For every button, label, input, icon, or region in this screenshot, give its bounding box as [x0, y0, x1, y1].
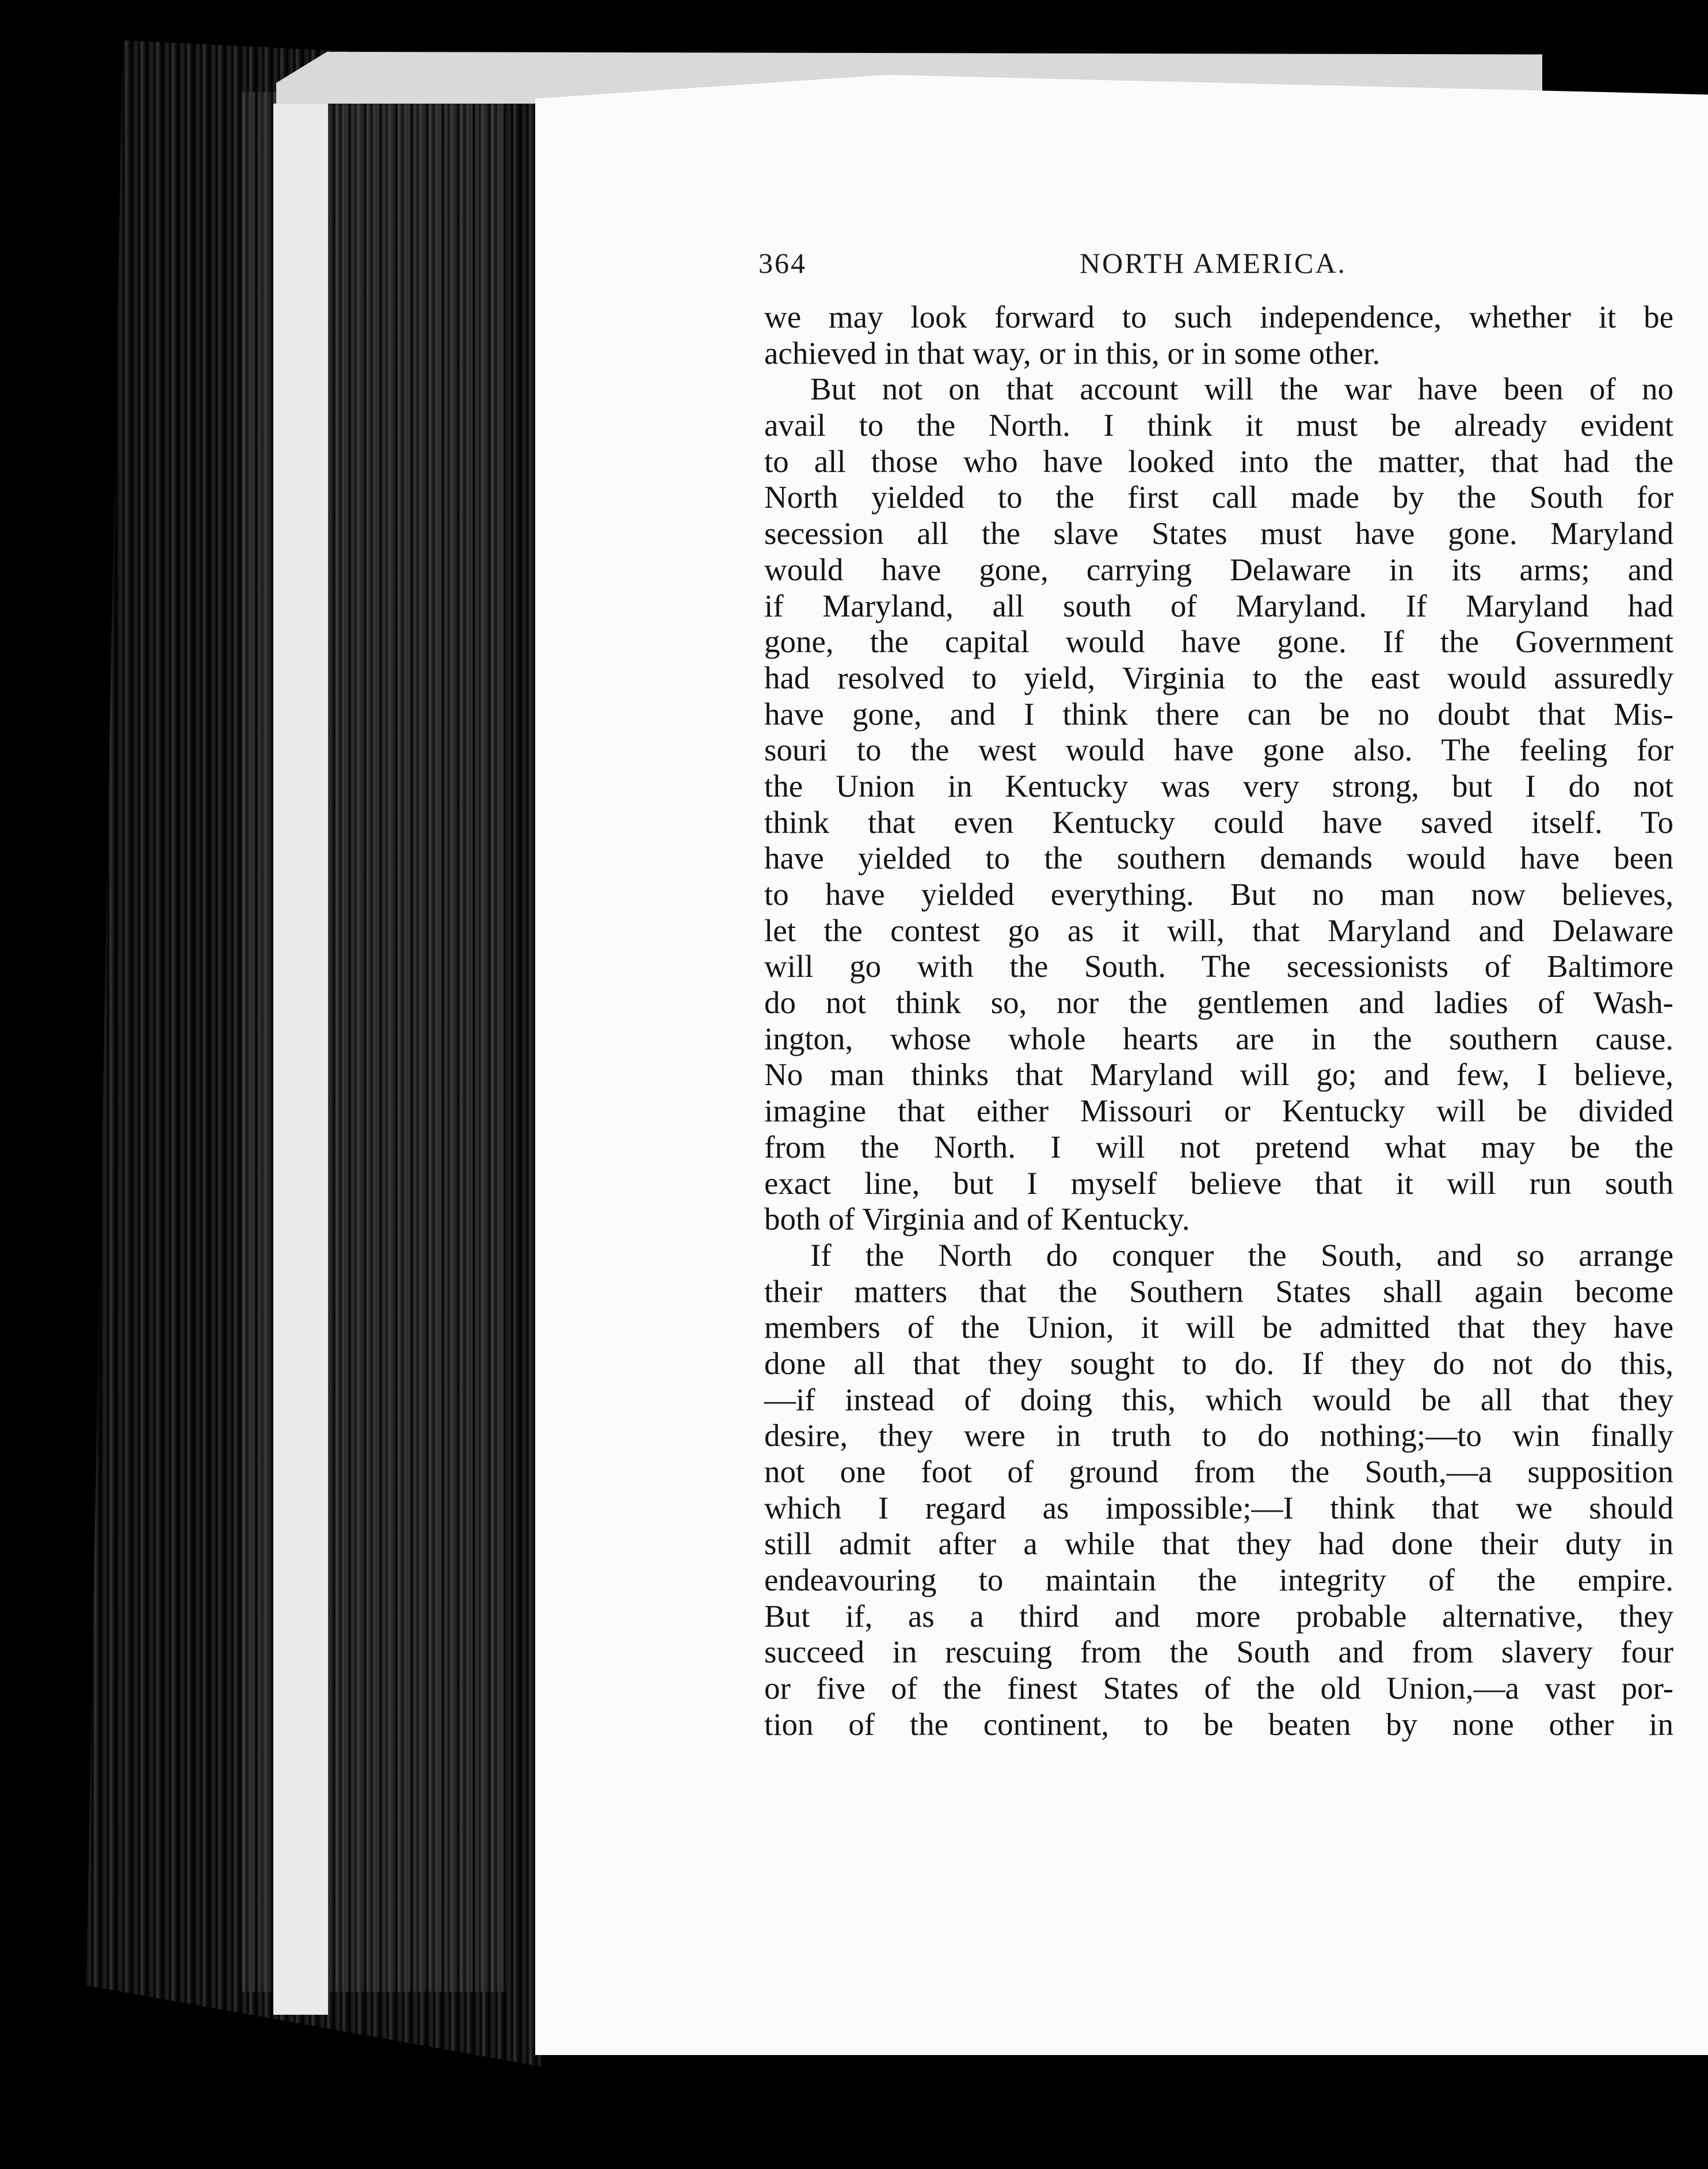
- text-line: But not on that account will the war have been of no: [810, 371, 1673, 407]
- text-line: avail to the North. I think it must be already evident: [764, 408, 1673, 443]
- text-line: think that even Kentucky could have saved itself. To: [764, 804, 1673, 840]
- text-line: let the contest go as it will, that Maryland and Delaware: [764, 912, 1673, 948]
- text-line: to have yielded everything. But no man now believes,: [764, 877, 1673, 912]
- text-line: or five of the finest States of the old Union,—a vast por-: [764, 1670, 1673, 1706]
- text-line: succeed in rescuing from the South and from slavery four: [764, 1634, 1673, 1670]
- text-line: if Maryland, all south of Maryland. If Maryland had: [764, 588, 1673, 623]
- page-title: NORTH AMERICA.: [1079, 247, 1347, 279]
- text-line: endeavouring to maintain the integrity of the empire.: [764, 1562, 1673, 1598]
- text-line: have gone, and I think there can be no doubt that Mis-: [764, 696, 1673, 732]
- text-line: from the North. I will not pretend what may be the: [764, 1129, 1673, 1165]
- text-line: done all that they sought to do. If they do not do this,: [764, 1345, 1673, 1381]
- text-line: both of Virginia and of Kentucky.: [764, 1201, 1190, 1237]
- text-line: secession all the slave States must have gone. Maryland: [764, 516, 1673, 551]
- text-line: imagine that either Missouri or Kentucky will be divided: [764, 1093, 1673, 1129]
- text-line: achieved in that way, or in this, or in some other.: [764, 335, 1381, 371]
- text-line: their matters that the Southern States shall again become: [764, 1273, 1673, 1309]
- page-stack-side: [273, 104, 328, 2015]
- text-line: had resolved to yield, Virginia to the east would assuredly: [764, 660, 1673, 695]
- text-line: not one foot of ground from the South,—a supposition: [764, 1454, 1673, 1489]
- text-line: the Union in Kentucky was very strong, but I do not: [764, 768, 1673, 804]
- text-line: ington, whose whole hearts are in the southern cause.: [764, 1021, 1673, 1056]
- text-line: have yielded to the southern demands would have been: [764, 840, 1673, 876]
- text-line: desire, they were in truth to do nothing;—to win finally: [764, 1418, 1673, 1453]
- text-line: which I regard as impossible;—I think that we should: [764, 1490, 1673, 1525]
- text-line: gone, the capital would have gone. If the Government: [764, 624, 1673, 660]
- running-head: [758, 246, 1668, 281]
- text-line: we may look forward to such independence, whether it be: [764, 299, 1673, 334]
- text-line: exact line, but I myself believe that it will run south: [764, 1165, 1673, 1201]
- text-line: to all those who have looked into the matter, that had the: [764, 443, 1673, 479]
- text-line: If the North do conquer the South, and so arrange: [810, 1237, 1673, 1273]
- page-number: 364: [758, 247, 807, 279]
- text-line: will go with the South. The secessionists of Baltimore: [764, 949, 1673, 984]
- page-body-text: [764, 299, 1673, 1743]
- text-line: do not think so, nor the gentlemen and ladies of Wash-: [764, 985, 1673, 1021]
- text-line: tion of the continent, to be beaten by none other in: [764, 1706, 1673, 1742]
- text-line: No man thinks that Maryland will go; and few, I believe,: [764, 1057, 1673, 1093]
- text-line: But if, as a third and more probable alternative, they: [764, 1598, 1673, 1634]
- text-line: souri to the west would have gone also. The feeling for: [764, 732, 1673, 768]
- text-line: would have gone, carrying Delaware in its arms; and: [764, 551, 1673, 587]
- text-line: North yielded to the first call made by the South for: [764, 480, 1673, 515]
- text-line: members of the Union, it will be admitted that they have: [764, 1310, 1673, 1345]
- text-line: —if instead of doing this, which would be all that they: [764, 1382, 1673, 1417]
- text-line: still admit after a while that they had done their duty in: [764, 1526, 1673, 1562]
